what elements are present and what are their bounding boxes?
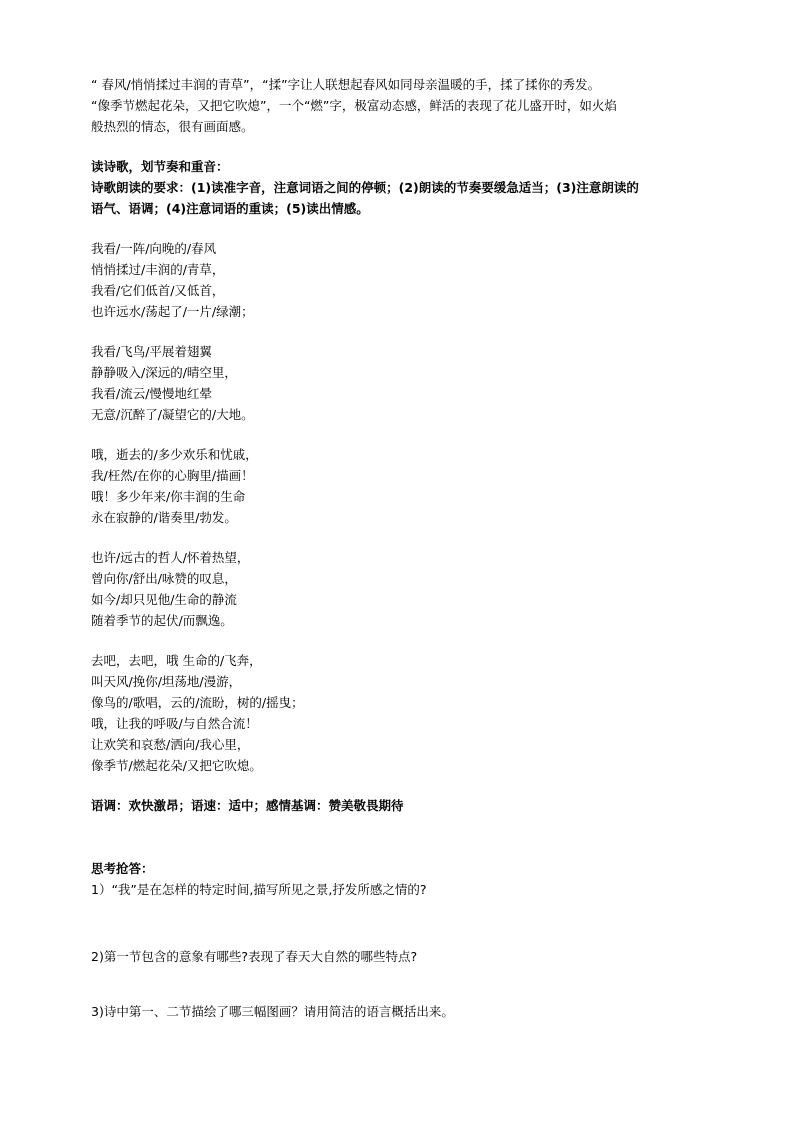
questions-heading: 思考抢答： (91, 861, 154, 876)
poem-line: 叫天风/挽你/坦荡地/漫游， (91, 674, 242, 689)
poem-line: 如今/却只见他/生命的静流 (91, 592, 237, 607)
poem-line: 哦！多少年来/你丰润的生命 (91, 489, 246, 504)
poem-line: 我看/流云/慢慢地红晕 (91, 386, 212, 401)
poem-stanza (91, 341, 711, 425)
question-item: 1）“我”是在怎样的特定时间,描写所见之景,抒发所感之情的? (91, 882, 427, 897)
poem-line: 我/枉然/在你的心胸里/描画！ (91, 468, 254, 483)
poem-line: 像季节/燃起花朵/又把它吹熄。 (91, 758, 262, 773)
poem-line: 也许远水/荡起了/一片/绿潮； (91, 304, 254, 319)
tone-summary: 语调：欢快激昂；语速：适中；感情基调：赞美敬畏期待 (91, 798, 404, 813)
document-page (91, 74, 711, 1022)
poem (91, 238, 711, 776)
poem-line: 哦，让我的呼吸/与自然合流！ (91, 716, 258, 731)
poem-stanza (91, 444, 711, 528)
poem-stanza (91, 547, 711, 631)
poem-line: 我看/它们低首/又低首， (91, 283, 225, 298)
poem-line: 无意/沉醉了/凝望它的/大地。 (91, 407, 254, 422)
intro-line: “像季节燃起花朵，又把它吹熄”，一个“燃”字，极富动态感，鲜活的表现了花儿盛开时，如火焰 (91, 98, 617, 113)
reading-requirement-line: 诗歌朗读的要求：(1)读准字音，注意词语之间的停顿；(2)朗读的节奏要缓急适当；(3)注意朗读的 (91, 180, 639, 195)
poem-line: 哦，逝去的/多少欢乐和忧戚， (91, 447, 258, 462)
poem-line: 我看/飞鸟/平展着翅翼 (91, 344, 212, 359)
poem-stanza (91, 650, 711, 776)
reading-heading: 读诗歌，划节奏和重音： (91, 159, 229, 174)
question-item: 2)第一节包含的意象有哪些?表现了春天大自然的哪些特点? (91, 949, 418, 964)
reading-section (91, 156, 711, 219)
questions-section (91, 858, 711, 1022)
poem-line: 永在寂静的/谐奏里/勃发。 (91, 510, 237, 525)
poem-line: 也许/远古的哲人/怀着热望， (91, 550, 250, 565)
poem-line: 像鸟的/歌唱，云的/流盼，树的/摇曳； (91, 695, 304, 710)
poem-line: 随着季节的起伏/而飘逸。 (91, 613, 233, 628)
poem-stanza (91, 238, 711, 322)
poem-line: 静静吸入/深远的/晴空里， (91, 365, 237, 380)
poem-line: 让欢笑和哀愁/洒向/我心里， (91, 737, 250, 752)
poem-line: 去吧，去吧，哦 生命的/飞奔， (91, 653, 262, 668)
question-item: 3)诗中第一、二节描绘了哪三幅图画？请用简洁的语言概括出来。 (91, 1004, 454, 1019)
intro-line: 般热烈的情态，很有画面感。 (91, 119, 254, 134)
poem-line: 悄悄揉过/丰润的/青草， (91, 262, 225, 277)
intro-paragraph (91, 74, 711, 137)
poem-line: 曾向你/舒出/咏赞的叹息， (91, 571, 237, 586)
reading-requirement-line: 语气、语调；(4)注意词语的重读；(5)读出情感。 (91, 201, 369, 216)
poem-line: 我看/一阵/向晚的/春风 (91, 241, 217, 256)
intro-line: “ 春风/悄悄揉过丰润的青草”，“揉”字让人联想起春风如同母亲温暖的手，揉了揉你的秀发。 (91, 77, 601, 92)
